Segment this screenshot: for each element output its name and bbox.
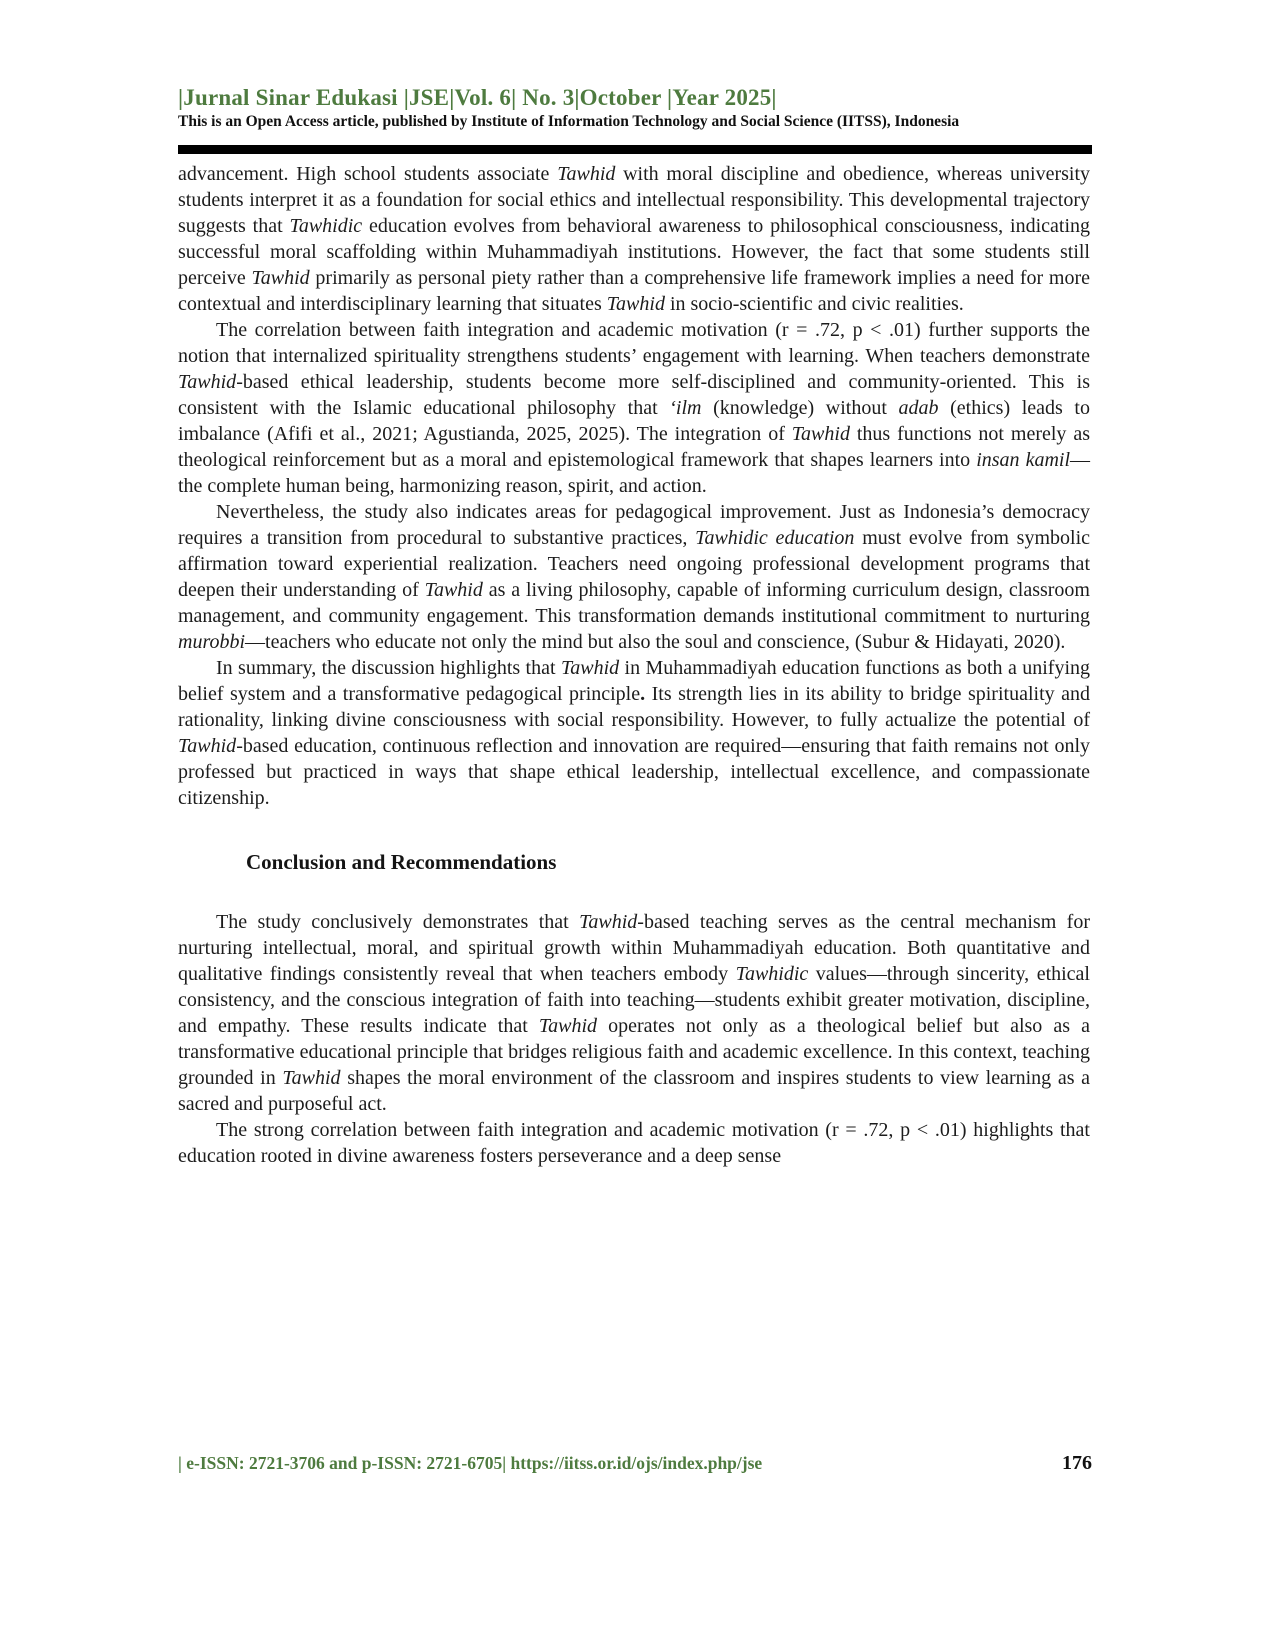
paragraph: advancement. High school students associate Tawhid with moral discipline and obedience, whereas university students interpret it as a foundation for social ethics and intellectual responsibility. This developmental trajectory suggests that Tawhidic education evolves from behavioral awareness to philosophical consciousness, indicating successful moral scaffolding within Muhammadiyah institutions. However, the fact that some students still perceive Tawhid primarily as personal piety rather than a comprehensive life framework implies a need for more contextual and interdisciplinary learning that situates Tawhid in socio-scientific and civic realities.	[178, 163, 1091, 315]
article-body	[178, 161, 1090, 1169]
page-number: 176	[1062, 1452, 1092, 1474]
section-heading: Conclusion and Recommendations	[246, 850, 557, 874]
paragraph: The correlation between faith integration and academic motivation (r = .72, p < .01) further supports the notion that internalized spirituality strengthens students’ engagement with learning. When teachers demonstrate Tawhid-based ethical leadership, students become more self-disciplined and community-oriented. This is consistent with the Islamic educational philosophy that ‘ilm (knowledge) without adab (ethics) leads to imbalance (Afifi et al., 2021; Agustianda, 2025, 2025). The integration of Tawhid thus functions not merely as theological reinforcement but as a moral and epistemological framework that shapes learners into insan kamil—the complete human being, harmonizing reason, spirit, and action.	[178, 319, 1090, 497]
journal-title-line: |Jurnal Sinar Edukasi |JSE|Vol. 6| No. 3|October |Year 2025|	[178, 85, 777, 110]
paragraph: Nevertheless, the study also indicates areas for pedagogical improvement. Just as Indonesia’s democracy requires a transition from procedural to substantive practices, Tawhidic education must evolve from symbolic affirmation toward experiential realization. Teachers need ongoing professional development programs that deepen their understanding of Tawhid as a living philosophy, capable of informing curriculum design, classroom management, and community engagement. This transformation demands institutional commitment to nurturing murobbi—teachers who educate not only the mind but also the soul and conscience, (Subur & Hidayati, 2020).	[178, 501, 1091, 653]
page-footer	[178, 1452, 1092, 1475]
footer-issn-url-line: | e-ISSN: 2721-3706 and p-ISSN: 2721-6705| https://iitss.or.id/ojs/index.php/jse	[178, 1453, 763, 1473]
paragraph: The study conclusively demonstrates that Tawhid-based teaching serves as the central mechanism for nurturing intellectual, moral, and spiritual growth within Muhammadiyah education. Both quantitative and qualitative findings consistently reveal that when teachers embody Tawhidic values—through sincerity, ethical consistency, and the conscious integration of faith into teaching—students exhibit greater motivation, discipline, and empathy. These results indicate that Tawhid operates not only as a theological belief but also as a transformative educational principle that bridges religious faith and academic excellence. In this context, teaching grounded in Tawhid shapes the moral environment of the classroom and inspires students to view learning as a sacred and purposeful act.	[178, 911, 1090, 1115]
header-divider-rule	[178, 145, 1092, 154]
paragraph: The strong correlation between faith integration and academic motivation (r = .72, p < .01) highlights that education rooted in divine awareness fosters perseverance and a deep sense	[178, 1119, 1090, 1167]
open-access-line: This is an Open Access article, published by Institute of Information Technology and Social Science (IITSS), Indonesia	[178, 113, 960, 130]
paragraph: In summary, the discussion highlights that Tawhid in Muhammadiyah education functions as both a unifying belief system and a transformative pedagogical principle. Its strength lies in its ability to bridge spirituality and rationality, linking divine consciousness with social responsibility. However, to fully actualize the potential of Tawhid-based education, continuous reflection and innovation are required—ensuring that faith remains not only professed but practiced in ways that shape ethical leadership, intellectual excellence, and compassionate citizenship.	[178, 657, 1090, 809]
page-header	[178, 84, 1092, 154]
